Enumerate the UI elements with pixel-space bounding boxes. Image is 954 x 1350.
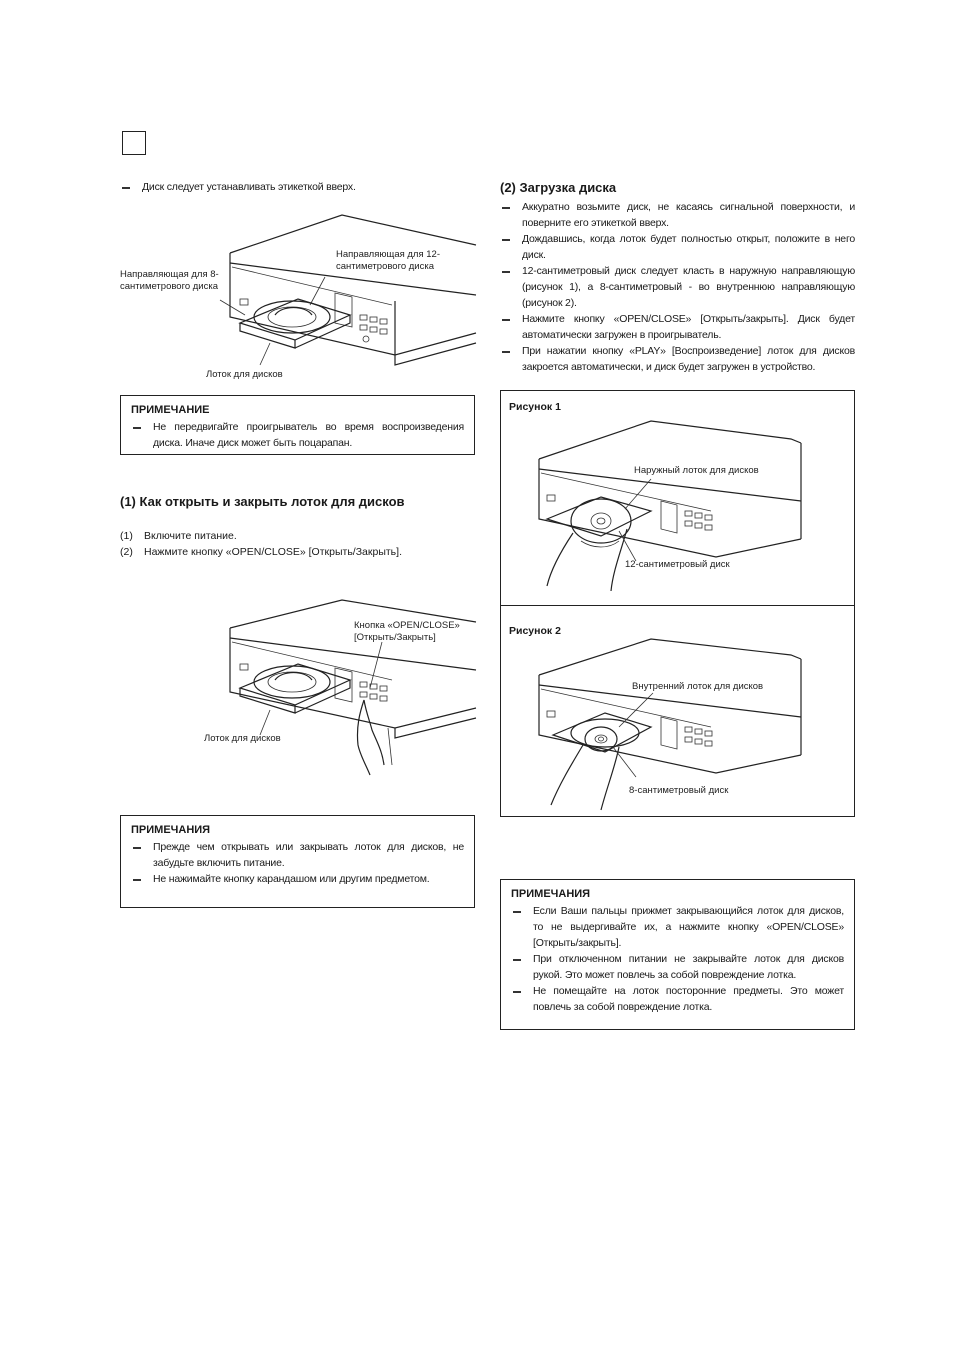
label-guide-12cm: Направляющая для 12-сантиметрового диска — [336, 249, 440, 272]
step-2-number: (2) — [120, 546, 133, 558]
label-tray-top: Лоток для дисков — [206, 369, 283, 380]
section-2-item-1: Аккуратно возьмите диск, не касаясь сигнальной поверхности, и поверните его этикеткой вверх. — [500, 199, 855, 231]
figure-2-title: Рисунок 2 — [509, 625, 561, 637]
section-2-title: Загрузка диска — [519, 180, 617, 195]
note-box-1 — [120, 395, 475, 455]
label-open-close-button: Кнопка «OPEN/CLOSE» [Открыть/Закрыть] — [354, 620, 460, 643]
note-3-item-3: Не помещайте на лоток посторонние предметы. Это может повлечь за собой повреждение лотка. — [511, 983, 844, 1015]
step-2-text: Нажмите кнопку «OPEN/CLOSE» [Открыть/Закрыть]. — [144, 546, 402, 558]
cd-player-drawing — [120, 205, 480, 385]
section-2-heading — [500, 180, 616, 195]
note-box-3 — [500, 879, 855, 1030]
label-12cm-disc: 12-сантиметровый диск — [625, 559, 730, 570]
player-illustration-top — [120, 205, 480, 385]
section-1-heading — [120, 494, 405, 509]
section-2-item-5: При нажатии кнопку «PLAY» [Воспроизведение] лоток для дисков закроется автоматически, и диск будет загружен в устройство. — [500, 343, 855, 375]
note-1-item: Не передвигайте проигрыватель во время воспроизведения диска. Иначе диск может быть поцарапан. — [131, 419, 464, 451]
section-2-item-3: 12-сантиметровый диск следует класть в наружную направляющую (рисунок 1), а 8-сантиметровый - во внутреннюю направляющую (рисунок 2). — [500, 263, 855, 311]
player-illustration-mid — [120, 600, 480, 780]
figures-frame — [500, 390, 855, 817]
note-3-title: ПРИМЕЧАНИЯ — [511, 888, 591, 900]
note-2-item-1: Прежде чем открывать или закрывать лоток для дисков, не забудьте включить питание. — [131, 839, 464, 871]
section-2-item-2: Дождавшись, когда лоток будет полностью открыт, положите в него диск. — [500, 231, 855, 263]
note-2-title: ПРИМЕЧАНИЯ — [131, 824, 211, 836]
section-1-step-2 — [120, 544, 480, 560]
note-3-item-2: При отключенном питании не закрывайте лоток для дисков рукой. Это может повлечь за собой повреждение лотка. — [511, 951, 844, 983]
page-corner-box — [122, 131, 146, 155]
label-guide-8cm: Направляющая для 8-сантиметрового диска — [120, 269, 219, 292]
note-2-item-2: Не нажимайте кнопку карандашом или другим предметом. — [131, 871, 464, 887]
note-box-2 — [120, 815, 475, 908]
note-1-title: ПРИМЕЧАНИЕ — [131, 404, 210, 416]
section-1-step-1 — [120, 528, 480, 544]
intro-text: Диск следует устанавливать этикеткой вверх. — [120, 179, 502, 195]
label-tray-mid: Лоток для дисков — [204, 733, 281, 744]
note-3-item-1: Если Ваши пальцы прижмет закрывающийся лоток для дисков, то не выдергивайте их, а нажмите кнопку «OPEN/CLOSE» [Открыть/закрыть]. — [511, 903, 844, 951]
step-1-text: Включите питание. — [144, 530, 237, 542]
section-1-title: Как открыть и закрыть лоток для дисков — [139, 494, 405, 509]
section-2-number: (2) — [500, 180, 516, 195]
figure-1-title: Рисунок 1 — [509, 401, 561, 413]
label-8cm-disc: 8-сантиметровый диск — [629, 785, 729, 796]
section-1-number: (1) — [120, 494, 136, 509]
step-1-number: (1) — [120, 530, 133, 542]
label-inner-tray: Внутренний лоток для дисков — [632, 681, 764, 692]
figure-1-drawing — [501, 391, 856, 605]
section-2-item-4: Нажмите кнопку «OPEN/CLOSE» [Открыть/закрыть]. Диск будет автоматически загружен в проигрыватель. — [500, 311, 855, 343]
label-outer-tray: Наружный лоток для дисков — [634, 465, 759, 476]
section-2-list — [500, 199, 855, 375]
